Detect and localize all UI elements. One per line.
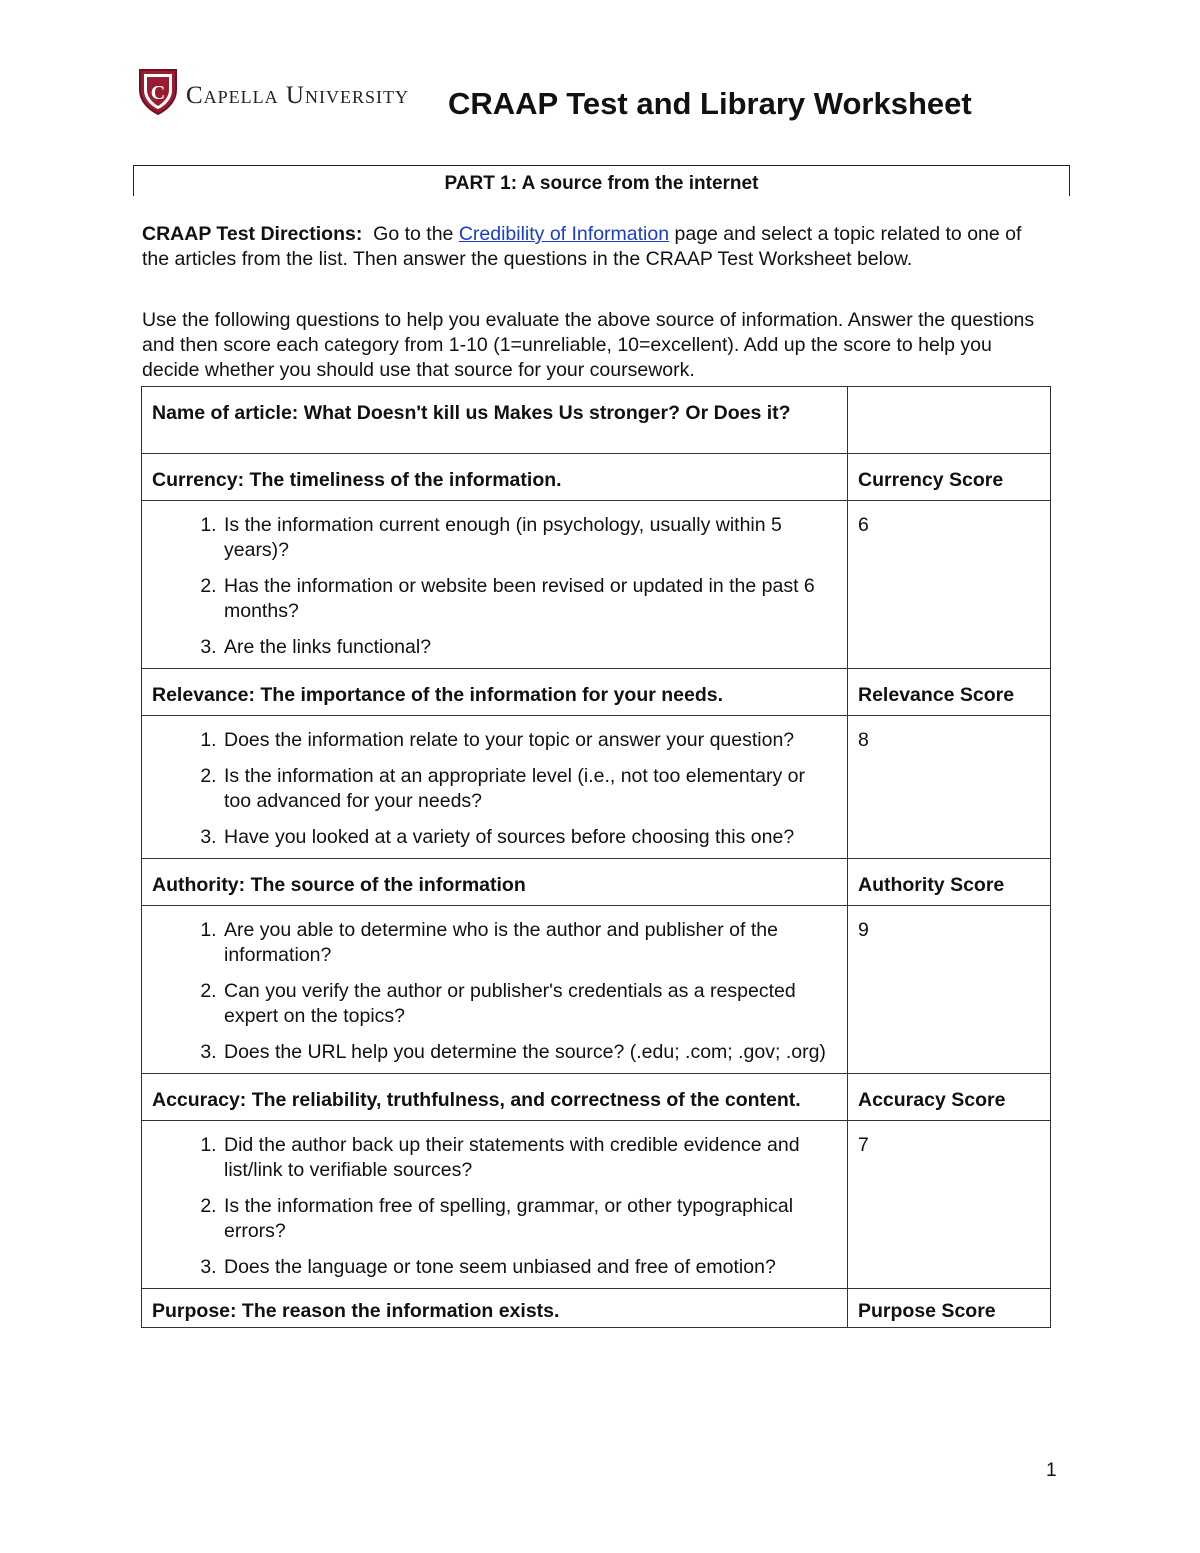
currency-questions-row [142,501,1051,669]
article-row [142,387,1051,454]
list-item: 3. Does the language or tone seem unbiased and free of emotion? [222,1255,837,1280]
purpose-score-label: Purpose Score [858,1300,996,1322]
relevance-header-row [142,669,1051,716]
svg-text:C: C [150,82,166,104]
list-item: 3. Does the URL help you determine the source? (.edu; .com; .gov; .org) [222,1040,837,1065]
list-item: 2. Is the information at an appropriate level (i.e., not too elementary or too advanced for your needs? [222,764,837,814]
authority-score-value[interactable]: 9 [858,919,869,941]
currency-score-value[interactable]: 6 [858,514,869,536]
accuracy-score-label: Accuracy Score [858,1089,1006,1111]
currency-question-list [142,501,847,668]
list-item: 1. Are you able to determine who is the author and publisher of the information? [222,918,837,968]
document-header [138,68,1038,128]
craap-table [141,386,1051,1328]
article-name: Name of article: What Doesn't kill us Makes Us stronger? Or Does it? [152,402,791,424]
capella-shield-logo [138,68,178,116]
part-1-title: PART 1: A source from the internet [444,173,759,194]
part-1-heading-box [133,165,1070,196]
university-name: Capella University [186,82,409,109]
authority-score-label: Authority Score [858,874,1005,896]
list-item: 2. Can you verify the author or publisher's credentials as a respected expert on the topics? [222,979,837,1029]
credibility-link[interactable]: Credibility of Information [458,223,670,245]
list-item: 3. Have you looked at a variety of sources before choosing this one? [222,825,837,850]
purpose-header: Purpose: The reason the information exists. [152,1300,560,1322]
accuracy-question-list [142,1121,847,1288]
relevance-header: Relevance: The importance of the information for your needs. [152,684,724,706]
accuracy-score-value[interactable]: 7 [858,1134,869,1156]
relevance-questions-row [142,716,1051,859]
craap-directions [142,222,1052,272]
list-item: 3. Are the links functional? [222,635,837,660]
authority-questions-row [142,906,1051,1074]
accuracy-header: Accuracy: The reliability, truthfulness, and correctness of the content. [152,1089,801,1111]
currency-header-row [142,454,1051,501]
document-title: CRAAP Test and Library Worksheet [448,86,972,121]
scoring-instructions: Use the following questions to help you evaluate the above source of information. Answer the questions and then score each category from 1-10 (1=unreliable, 10=excellent). Add up the score to help you decide whether you should use that source for your coursework. [142,309,1035,381]
authority-question-list [142,906,847,1073]
list-item: 2. Has the information or website been revised or updated in the past 6 months? [222,574,837,624]
list-item: 1. Is the information current enough (in psychology, usually within 5 years)? [222,513,837,563]
list-item: 2. Is the information free of spelling, grammar, or other typographical errors? [222,1194,837,1244]
authority-header-row [142,859,1051,906]
currency-header: Currency: The timeliness of the information. [152,469,562,491]
list-item: 1. Does the information relate to your topic or answer your question? [222,728,837,753]
page-number: 1 [1046,1460,1057,1481]
list-item: 1. Did the author back up their statements with credible evidence and list/link to verifiable sources? [222,1133,837,1183]
article-name-blank [848,387,1051,454]
relevance-score-value[interactable]: 8 [858,729,869,751]
relevance-question-list [142,716,847,858]
authority-header: Authority: The source of the information [152,874,526,896]
directions-label: CRAAP Test Directions: [142,223,363,245]
relevance-score-label: Relevance Score [858,684,1015,706]
accuracy-questions-row [142,1121,1051,1289]
directions-text-after: page and select a topic related to one of the articles from the list. Then answer the questions in the CRAAP Test Worksheet below. [142,223,1022,270]
purpose-header-row [142,1289,1051,1328]
currency-score-label: Currency Score [858,469,1004,491]
directions-text-before: Go to the [373,223,454,245]
accuracy-header-row [142,1074,1051,1121]
